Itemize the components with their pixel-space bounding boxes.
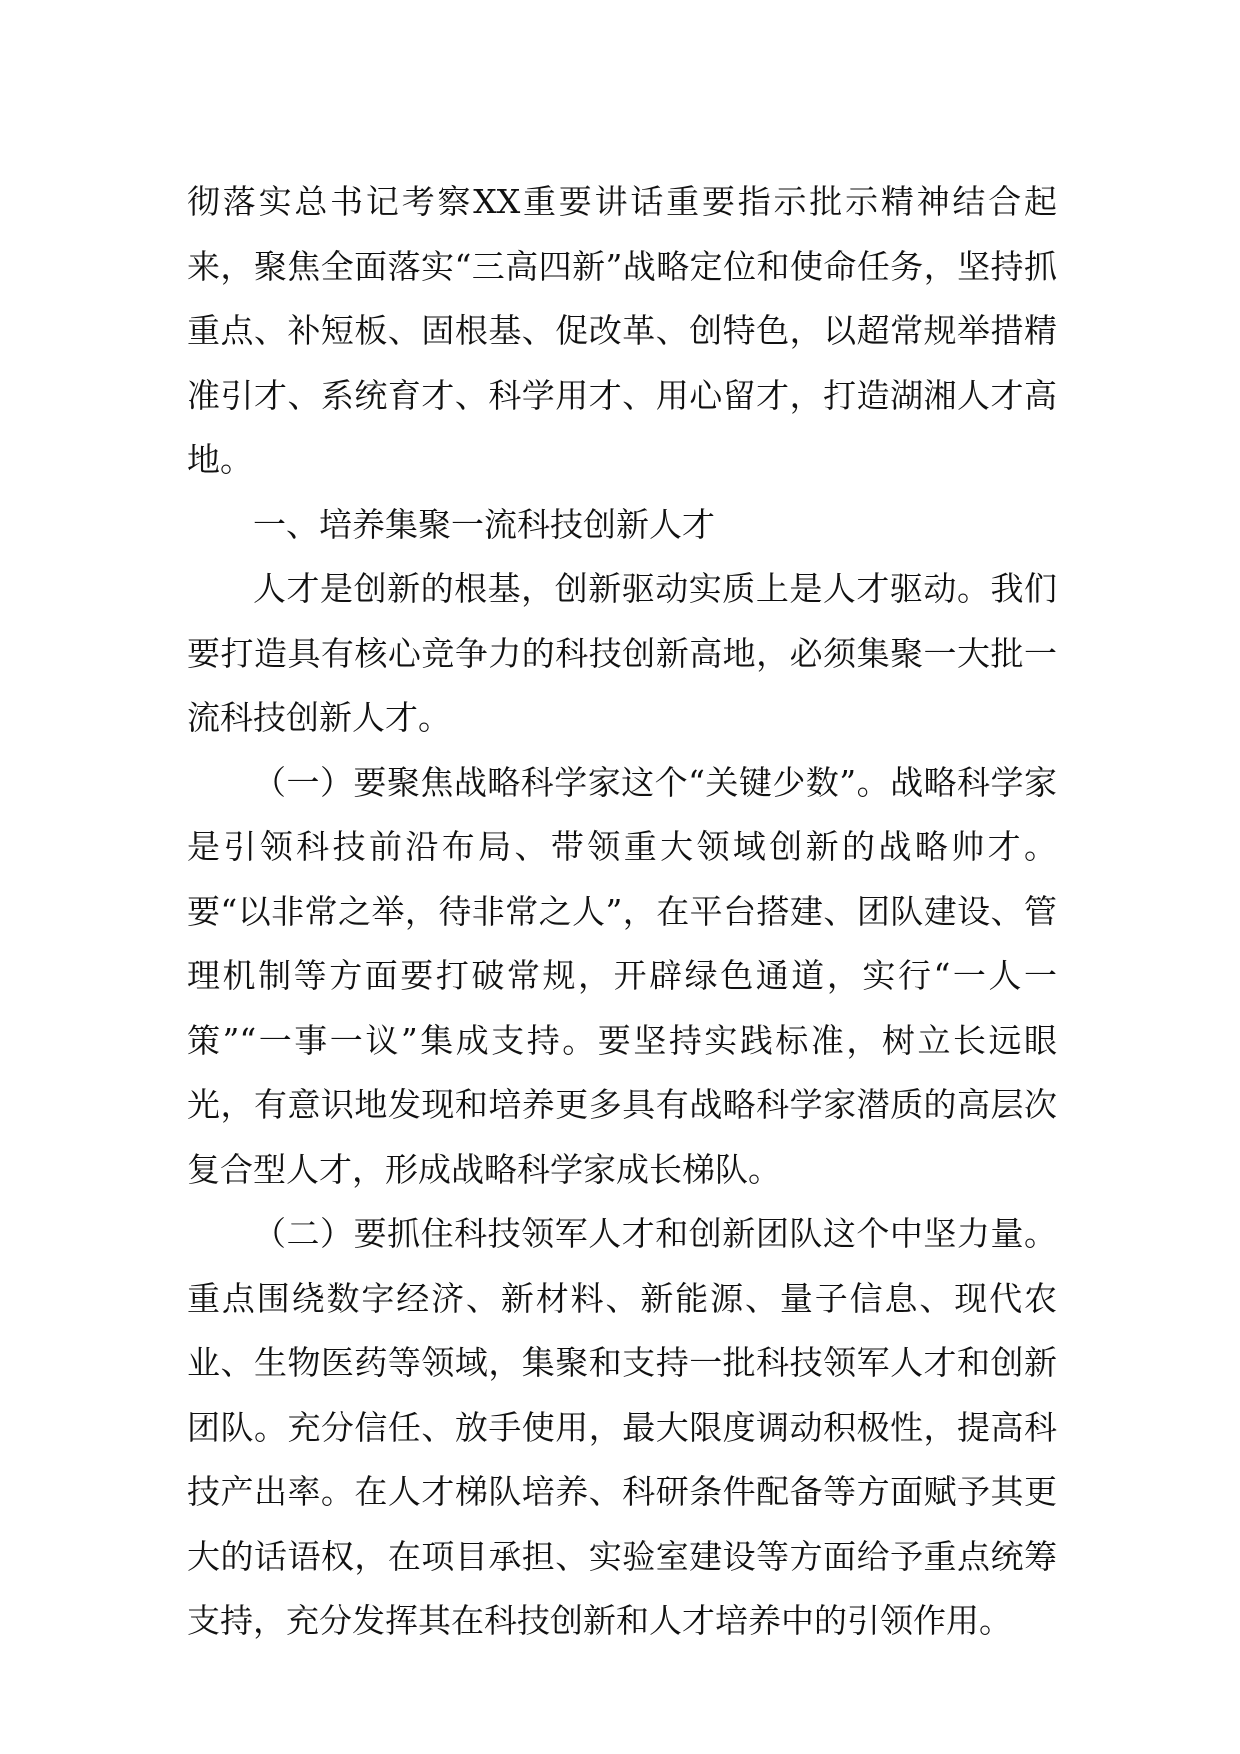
paragraph-intro: 人才是创新的根基，创新驱动实质上是人才驱动。我们要打造具有核心竞争力的科技创新高地，必须集聚一大批一流科技创新人才。 xyxy=(187,569,1057,737)
paragraph-item-2: （二）要抓住科技领军人才和创新团队这个中坚力量。重点围绕数字经济、新材料、新能源、量子信息、现代农业、生物医药等领域，集聚和支持一批科技领军人才和创新团队。充分信任、放手使用，最大限度调动积极性，提高科技产出率。在人才梯队培养、科研条件配备等方面赋予其更大的话语权，在项目承担、实验室建设等方面给予重点统筹支持，充分发挥其在科技创新和人才培养中的引领作用。 xyxy=(187,1214,1057,1640)
paragraph-item-1: （一）要聚焦战略科学家这个“关键少数”。战略科学家是引领科技前沿布局、带领重大领域创新的战略帅才。要“以非常之举，待非常之人”，在平台搭建、团队建设、管理机制等方面要打破常规，开辟绿色通道，实行“一人一策”“一事一议”集成支持。要坚持实践标准，树立长远眼光，有意识地发现和培养更多具有战略科学家潜质的高层次复合型人才，形成战略科学家成长梯队。 xyxy=(187,762,1057,1189)
paragraph-continuation: 彻落实总书记考察XX重要讲话重要指示批示精神结合起来，聚焦全面落实“三高四新”战略定位和使命任务，坚持抓重点、补短板、固根基、促改革、创特色，以超常规举措精准引才、系统育才、科学用才、用心留才，打造湖湘人才高地。 xyxy=(187,182,1057,479)
section-heading: 一、培养集聚一流科技创新人才 xyxy=(253,504,715,544)
document-body xyxy=(187,170,1057,1654)
